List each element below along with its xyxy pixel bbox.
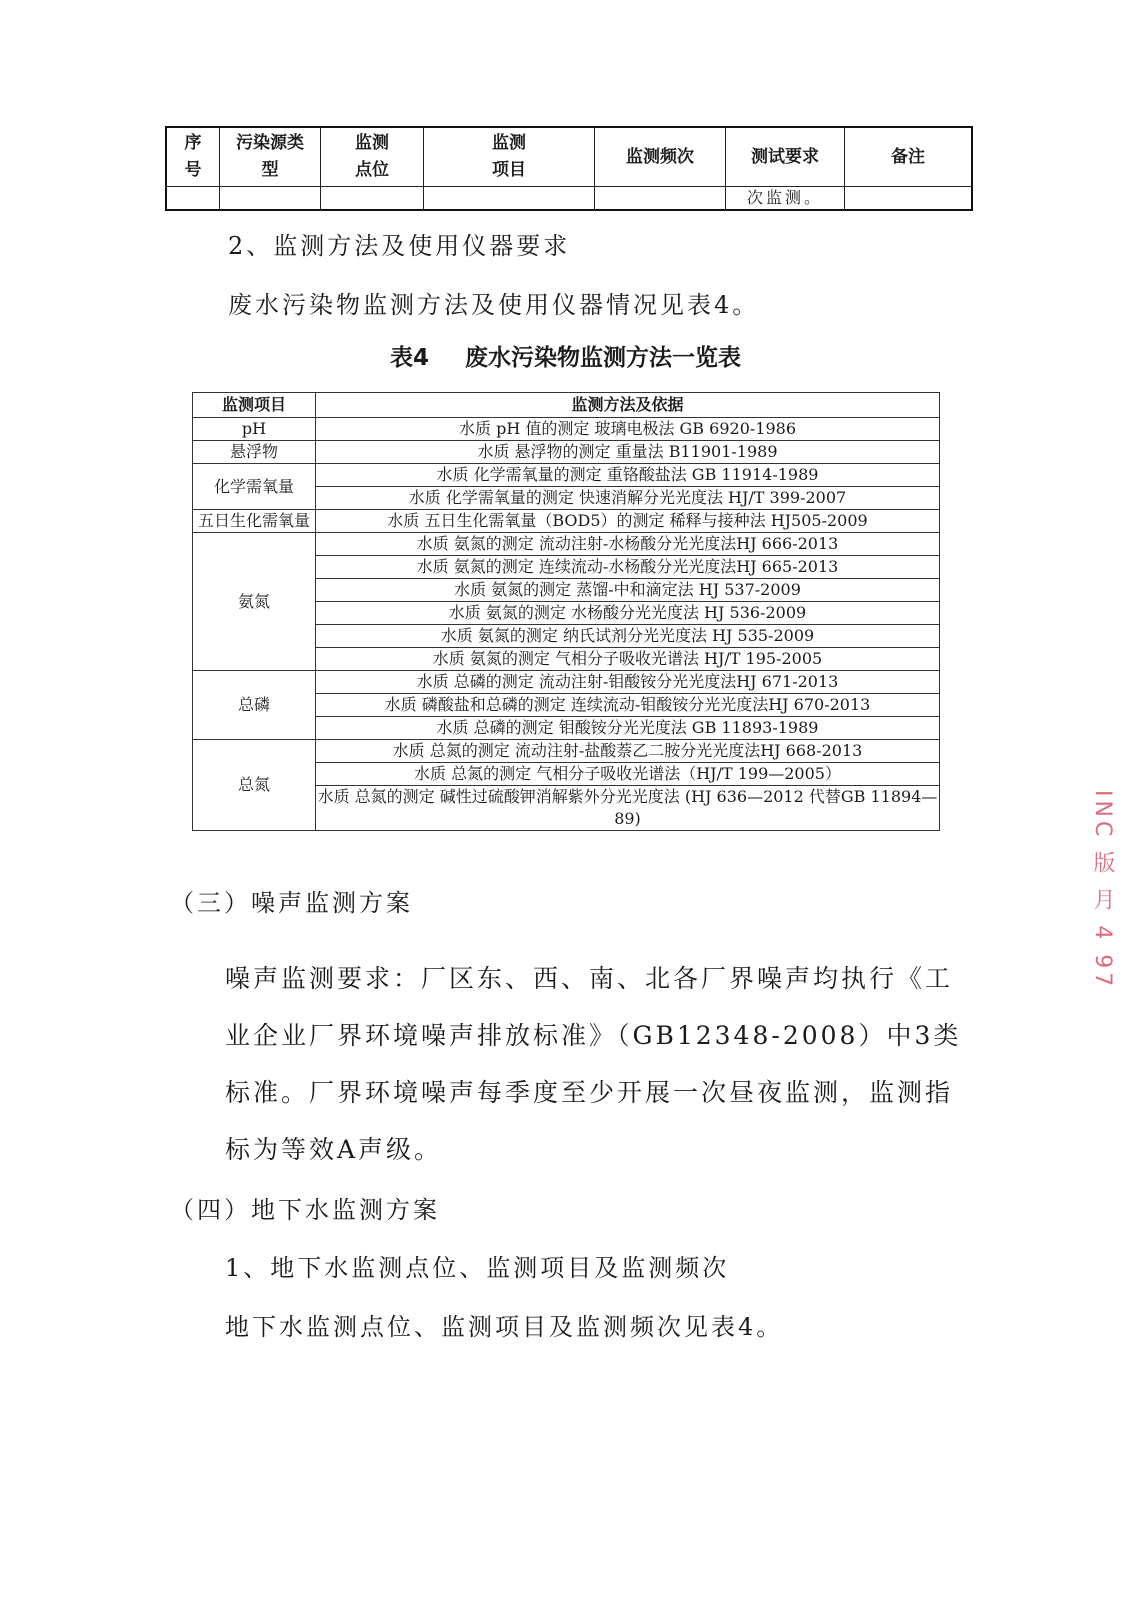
- method-cell: 水质 氨氮的测定 纳氏试剂分光光度法 HJ 535-2009: [316, 625, 940, 648]
- seal-stamp: [1078, 790, 1118, 1120]
- table-cell: [321, 187, 424, 211]
- method-cell: 水质 化学需氧量的测定 重铬酸盐法 GB 11914-1989: [316, 464, 940, 487]
- monitoring-item-cell: 化学需氧量: [193, 464, 316, 510]
- method-cell: 水质 氨氮的测定 连续流动-水杨酸分光光度法HJ 665-2013: [316, 556, 940, 579]
- method-cell: 水质 总氮的测定 流动注射-盐酸萘乙二胺分光光度法HJ 668-2013: [316, 740, 940, 763]
- table-header-row: [193, 393, 940, 418]
- monitoring-item-cell: 总磷: [193, 671, 316, 740]
- column-header-method: 监测方法及依据: [316, 393, 940, 418]
- method-cell: 水质 化学需氧量的测定 快速消解分光光度法 HJ/T 399-2007: [316, 487, 940, 510]
- header-cell: 测试要求: [726, 127, 845, 187]
- method-cell: 水质 氨氮的测定 流动注射-水杨酸分光光度法HJ 666-2013: [316, 533, 940, 556]
- method-cell: 水质 总氮的测定 碱性过硫酸钾消解紫外分光光度法 (HJ 636—2012 代替GB 11894—89): [316, 786, 940, 831]
- header-cell: 污染源类 型: [220, 127, 321, 187]
- method-cell: 水质 总磷的测定 钼酸铵分光光度法 GB 11893-1989: [316, 717, 940, 740]
- method-cell: 水质 悬浮物的测定 重量法 B11901-1989: [316, 441, 940, 464]
- table-row: [193, 441, 940, 464]
- method-cell: 水质 总磷的测定 流动注射-钼酸铵分光光度法HJ 671-2013: [316, 671, 940, 694]
- table-row: [193, 464, 940, 487]
- section-3-heading: （三）噪声监测方案: [170, 889, 413, 917]
- table-cell: [595, 187, 726, 211]
- table-cell: [220, 187, 321, 211]
- noise-requirement-paragraph: [170, 950, 970, 1178]
- header-cell: 监测 点位: [321, 127, 424, 187]
- column-header-item: 监测项目: [193, 393, 316, 418]
- table-number: 表4: [389, 345, 429, 371]
- header-cell: 监测 项目: [424, 127, 595, 187]
- wastewater-methods-table: [192, 392, 940, 831]
- table-cell: [166, 187, 220, 211]
- table-row: [193, 671, 940, 694]
- table-title: 废水污染物监测方法一览表: [465, 345, 741, 371]
- monitoring-item-cell: 氨氮: [193, 533, 316, 671]
- method-cell: 水质 五日生化需氧量（BOD5）的测定 稀释与接种法 HJ505-2009: [316, 510, 940, 533]
- table-cell: [424, 187, 595, 211]
- table-row: [193, 533, 940, 556]
- stamp-text: INC 版 月 4 97: [1090, 790, 1115, 991]
- table-cell: 次监测。: [726, 187, 845, 211]
- table-row: [193, 418, 940, 441]
- method-cell: 水质 氨氮的测定 水杨酸分光光度法 HJ 536-2009: [316, 602, 940, 625]
- noise-requirement-text: 噪声监测要求：厂区东、西、南、北各厂界噪声均执行《工业企业厂界环境噪声排放标准》（GB12348-2008）中3类标准。厂界环境噪声每季度至少开展一次昼夜监测，监测指标为等效A声级。: [225, 964, 962, 1164]
- header-cell: 序 号: [166, 127, 220, 187]
- table-cell: [845, 187, 973, 211]
- monitoring-item-cell: 五日生化需氧量: [193, 510, 316, 533]
- table-4-caption: [0, 339, 1131, 372]
- table-row: [166, 187, 972, 211]
- section-4-text: 地下水监测点位、监测项目及监测频次见表4。: [225, 1313, 784, 1341]
- monitoring-item-cell: 总氮: [193, 740, 316, 831]
- section-4-heading: （四）地下水监测方案: [170, 1196, 440, 1224]
- method-cell: 水质 总氮的测定 气相分子吸收光谱法（HJ/T 199—2005）: [316, 763, 940, 786]
- header-cell: 监测频次: [595, 127, 726, 187]
- table-header-row: [166, 127, 972, 187]
- method-cell: 水质 氨氮的测定 气相分子吸收光谱法 HJ/T 195-2005: [316, 648, 940, 671]
- method-cell: 水质 磷酸盐和总磷的测定 连续流动-钼酸铵分光光度法HJ 670-2013: [316, 694, 940, 717]
- method-cell: 水质 pH 值的测定 玻璃电极法 GB 6920-1986: [316, 418, 940, 441]
- monitoring-item-cell: pH: [193, 418, 316, 441]
- monitoring-item-cell: 悬浮物: [193, 441, 316, 464]
- table-row: [193, 510, 940, 533]
- monitoring-plan-table: [165, 126, 973, 211]
- header-cell: 备注: [845, 127, 973, 187]
- section-2-text: 废水污染物监测方法及使用仪器情况见表4。: [228, 291, 760, 319]
- section-4-subheading: 1、地下水监测点位、监测项目及监测频次: [225, 1254, 730, 1282]
- table-row: [193, 740, 940, 763]
- method-cell: 水质 氨氮的测定 蒸馏-中和滴定法 HJ 537-2009: [316, 579, 940, 602]
- section-2-heading: 2、监测方法及使用仪器要求: [228, 232, 571, 260]
